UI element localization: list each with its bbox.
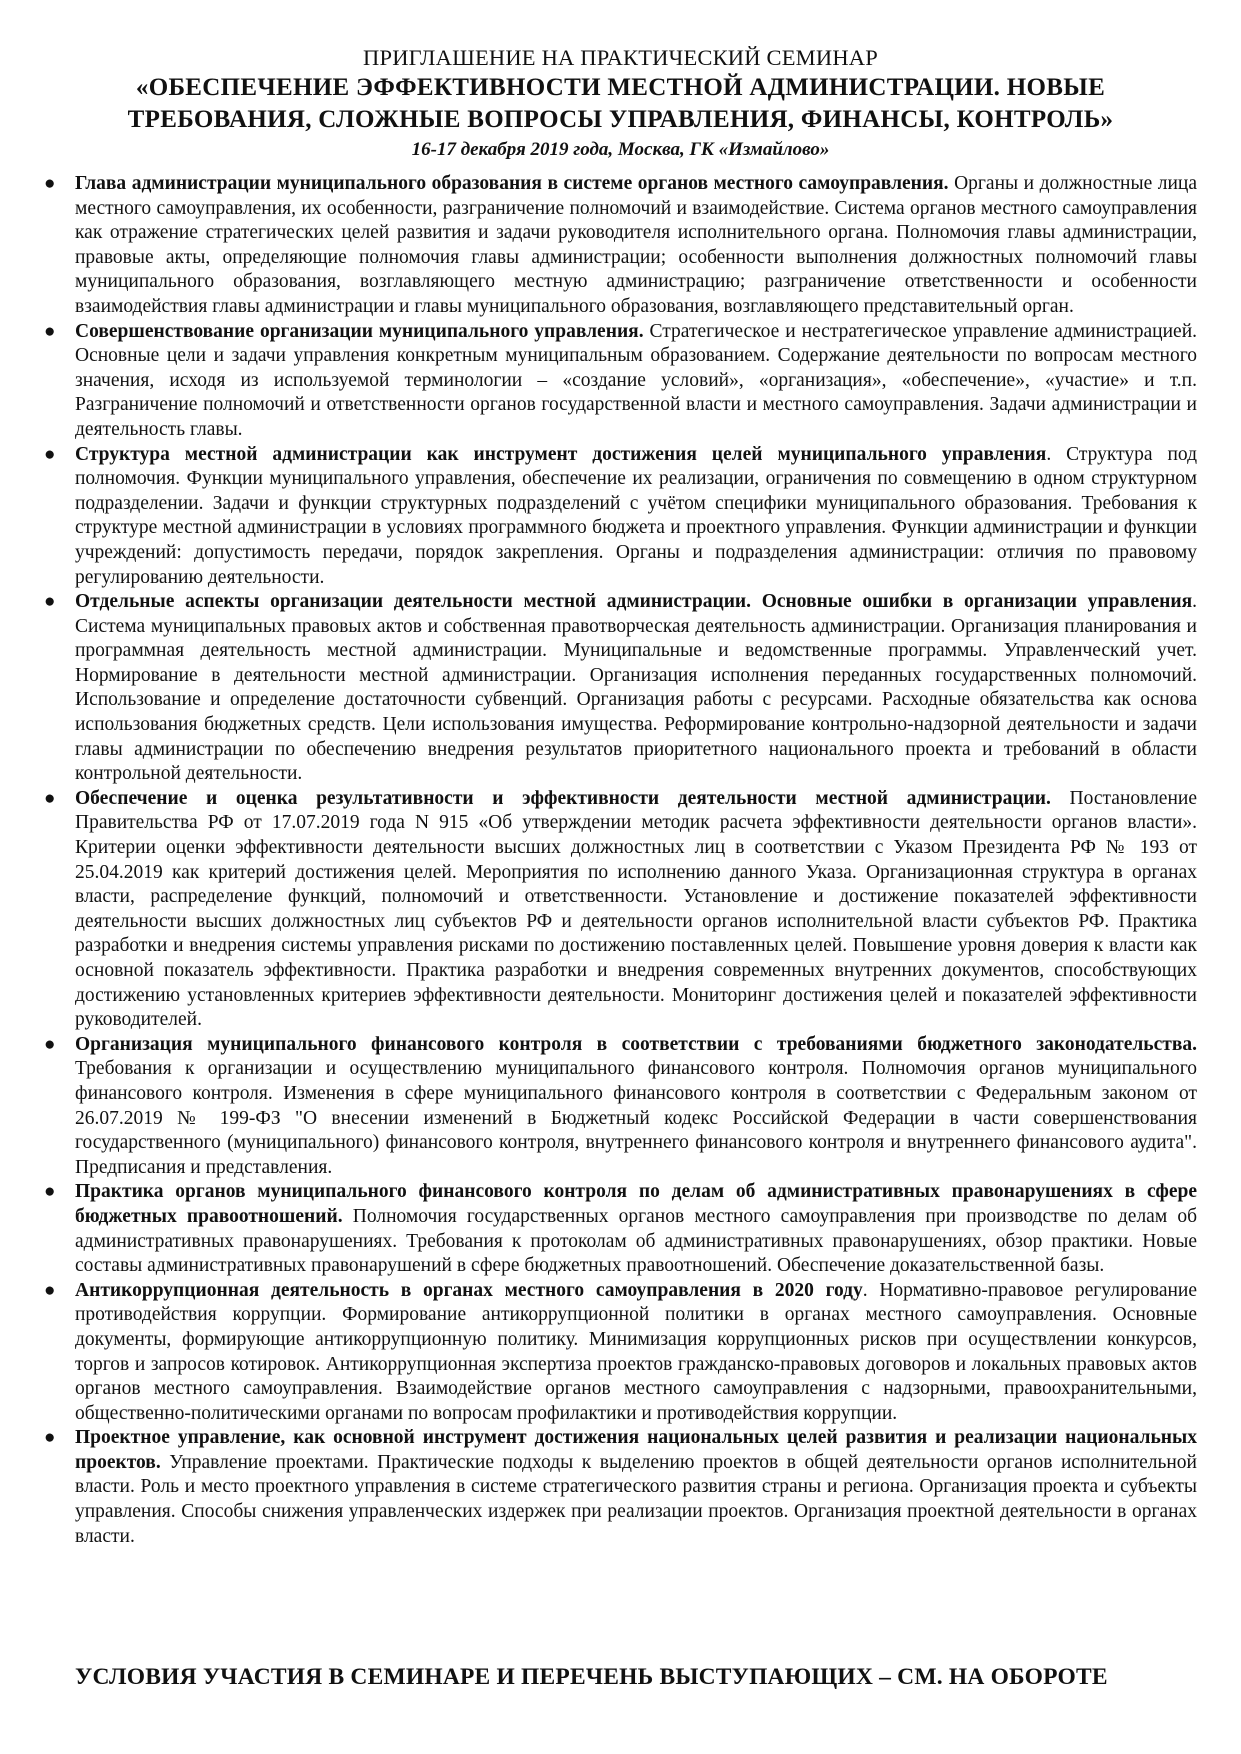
- seminar-title: «ОБЕСПЕЧЕНИЕ ЭФФЕКТИВНОСТИ МЕСТНОЙ АДМИНИСТРАЦИИ. НОВЫЕ ТРЕБОВАНИЯ, СЛОЖНЫЕ ВОПРОСЫ УПРАВЛЕНИЯ, ФИНАНСЫ, КОНТРОЛЬ»: [127, 74, 1114, 133]
- topic-heading: Глава администрации муниципального образования в системе органов местного самоуправления.: [75, 173, 949, 194]
- topic-text: . Нормативно-правовое регулирование противодействия коррупции. Формирование антикоррупционной политики в органах местного самоуправления. Основные документы, формирующие антикоррупционную политику. Минимизация коррупционных рисков при осуществлении конкурсов, торгов и запросов котировок. Антикоррупционная экспертиза проектов гражданско-правовых договоров и локальных правовых актов органов местного самоуправления. Взаимодействие органов местного самоуправления с надзорными, правоохранительными, общественно-политическими органами по вопросам профилактики и противодействия коррупции.: [75, 1279, 1197, 1424]
- document-header: [60, 44, 1181, 163]
- bullet-icon: ●: [44, 591, 56, 613]
- bullet-icon: ●: [44, 787, 56, 809]
- topic-text: Органы и должностные лица местного самоуправления, их особенности, разграничение полномочий и взаимодействие. Система органов местного самоуправления как отражение стратегических целей развития и задачи руководителя исполнительного органа. Полномочия главы администрации, правовые акты, определяющие полномочия главы администрации; особенности выполнения должностных полномочий главы муниципального образования, возглавляющего местную администрацию; разграничение ответственности и особенности взаимодействия главы администрации и главы муниципального образования, возглавляющего представительный орган.: [75, 173, 1197, 317]
- topic-item: [40, 787, 1197, 1033]
- topic-heading: Отдельные аспекты организации деятельности местной администрации. Основные ошибки в организации управления: [75, 591, 1193, 613]
- topic-item: [40, 590, 1197, 787]
- topic-heading: Антикоррупционная деятельность в органах местного самоуправления в 2020 году: [75, 1279, 863, 1301]
- topic-text: . Система муниципальных правовых актов и собственная правотворческая деятельность администрации. Организация планирования и программная деятельность местной администрации. Муниципальные и ведомственные программы. Управленческий учет. Нормирование в деятельности местной администрации. Организация исполнения переданных государственных полномочий. Использование и определение достаточности субвенций. Организация работы с ресурсами. Расходные обязательства как основа использования бюджетных средств. Цели использования имущества. Реформирование контрольно-надзорной деятельности и задачи главы администрации по обеспечению внедрения результатов приоритетного национального проекта и требований в области контрольной деятельности.: [75, 591, 1197, 785]
- topic-text: Полномочия государственных органов местного самоуправления при производстве по делам об административных правонарушениях. Требования к протоколам об административных правонарушениях, обзор практики. Новые составы административных правонарушений в сфере бюджетных правоотношений. Обеспечение доказательственной базы.: [75, 1205, 1197, 1277]
- bullet-icon: ●: [44, 173, 56, 194]
- topic-item: [40, 443, 1197, 591]
- bullet-icon: ●: [44, 1279, 56, 1301]
- topic-heading: Организация муниципального финансового контроля в соответствии с требованиями бюджетного законодательства.: [75, 1033, 1197, 1055]
- topic-list: [40, 172, 1197, 1549]
- topic-item: [40, 1426, 1197, 1549]
- footer-note: УСЛОВИЯ УЧАСТИЯ В СЕМИНАРЕ И ПЕРЕЧЕНЬ ВЫСТУПАЮЩИХ – СМ. НА ОБОРОТЕ: [75, 1664, 1108, 1690]
- bullet-icon: ●: [44, 1427, 56, 1449]
- topic-heading: Проектное управление, как основной инструмент достижения национальных целей развития и реализации национальных проектов.: [75, 1427, 1197, 1473]
- topic-text: Стратегическое и нестратегическое управление администрацией. Основные цели и задачи управления конкретным муниципальным образованием. Содержание деятельности по вопросам местного значения, исходя из используемой терминологии – «создание условий», «организация», «обеспечение», «участие» и т.п. Разграничение полномочий и ответственности органов государственной власти и местного самоуправления. Задачи администрации и деятельность главы.: [75, 320, 1198, 440]
- topic-heading: Структура местной администрации как инструмент достижения целей муниципального управления: [75, 443, 1047, 465]
- date-place: 16-17 декабря 2019 года, Москва, ГК «Измайлово»: [411, 139, 830, 160]
- topic-heading: Практика органов муниципального финансового контроля по делам об административных правонарушениях в сфере бюджетных правоотношений.: [75, 1181, 1197, 1227]
- topic-item: [40, 1279, 1197, 1427]
- topic-text: Постановление Правительства РФ от 17.07.2019 года N 915 «Об утверждении методик расчета эффективности деятельности органов власти». Критерии оценки эффективности деятельности высших должностных лиц в соответствии с Указом Президента РФ № 193 от 25.04.2019 как критерий достижения целей. Мероприятия по исполнению данного Указа. Организационная структура в органах власти, распределение функций, полномочий и ответственности. Установление и достижение показателей эффективности деятельности высших должностных лиц субъектов РФ и деятельности органов исполнительной власти субъектов РФ. Практика разработки и внедрения системы управления рисками по достижению поставленных целей. Повышение уровня доверия к власти как основной показатель эффективности. Практика разработки и внедрения современных внутренних документов, способствующих достижению установленных критериев эффективности деятельности. Мониторинг достижения целей и показателей эффективности руководителей.: [75, 787, 1197, 1031]
- topic-heading: Обеспечение и оценка результативности и эффективности деятельности местной администрации.: [75, 787, 1051, 809]
- topic-item: [40, 1180, 1197, 1278]
- bullet-icon: ●: [44, 1181, 56, 1203]
- topic-item: [40, 172, 1197, 320]
- topic-heading: Совершенствование организации муниципального управления.: [75, 320, 644, 342]
- topic-text: . Структура под полномочия. Функции муниципального управления, обеспечение их реализации, ограничения по совмещению в одном структурном подразделении. Задачи и функции структурных подразделений с учётом специфики муниципального образования. Требования к структуре местной администрации в условиях программного бюджета и проектного управления. Функции администрации и функции учреждений: допустимость передачи, порядок закрепления. Органы и подразделения администрации: отличия по правовому регулированию деятельности.: [75, 443, 1198, 588]
- topic-text: Управление проектами. Практические подходы к выделению проектов в общей деятельности органов исполнительной власти. Роль и место проектного управления в системе стратегического развития страны и региона. Организация проекта и субъекты управления. Способы снижения управленческих издержек при реализации проектов. Организация проектной деятельности в органах власти.: [75, 1451, 1197, 1547]
- bullet-icon: ●: [44, 320, 56, 342]
- bullet-icon: ●: [44, 1033, 56, 1055]
- topic-item: [40, 1033, 1197, 1181]
- invitation-line: ПРИГЛАШЕНИЕ НА ПРАКТИЧЕСКИЙ СЕМИНАР: [363, 45, 878, 70]
- topic-text: Требования к организации и осуществлению муниципального финансового контроля. Полномочия органов муниципального финансового контроля. Изменения в сфере муниципального финансового контроля в соответствии с Федеральным законом от 26.07.2019 № 199-ФЗ "О внесении изменений в Бюджетный кодекс Российской Федерации в части совершенствования государственного (муниципального) финансового контроля, внутреннего финансового контроля и внутреннего финансового аудита". Предписания и представления.: [75, 1058, 1197, 1178]
- topic-item: [40, 320, 1197, 443]
- bullet-icon: ●: [44, 443, 56, 465]
